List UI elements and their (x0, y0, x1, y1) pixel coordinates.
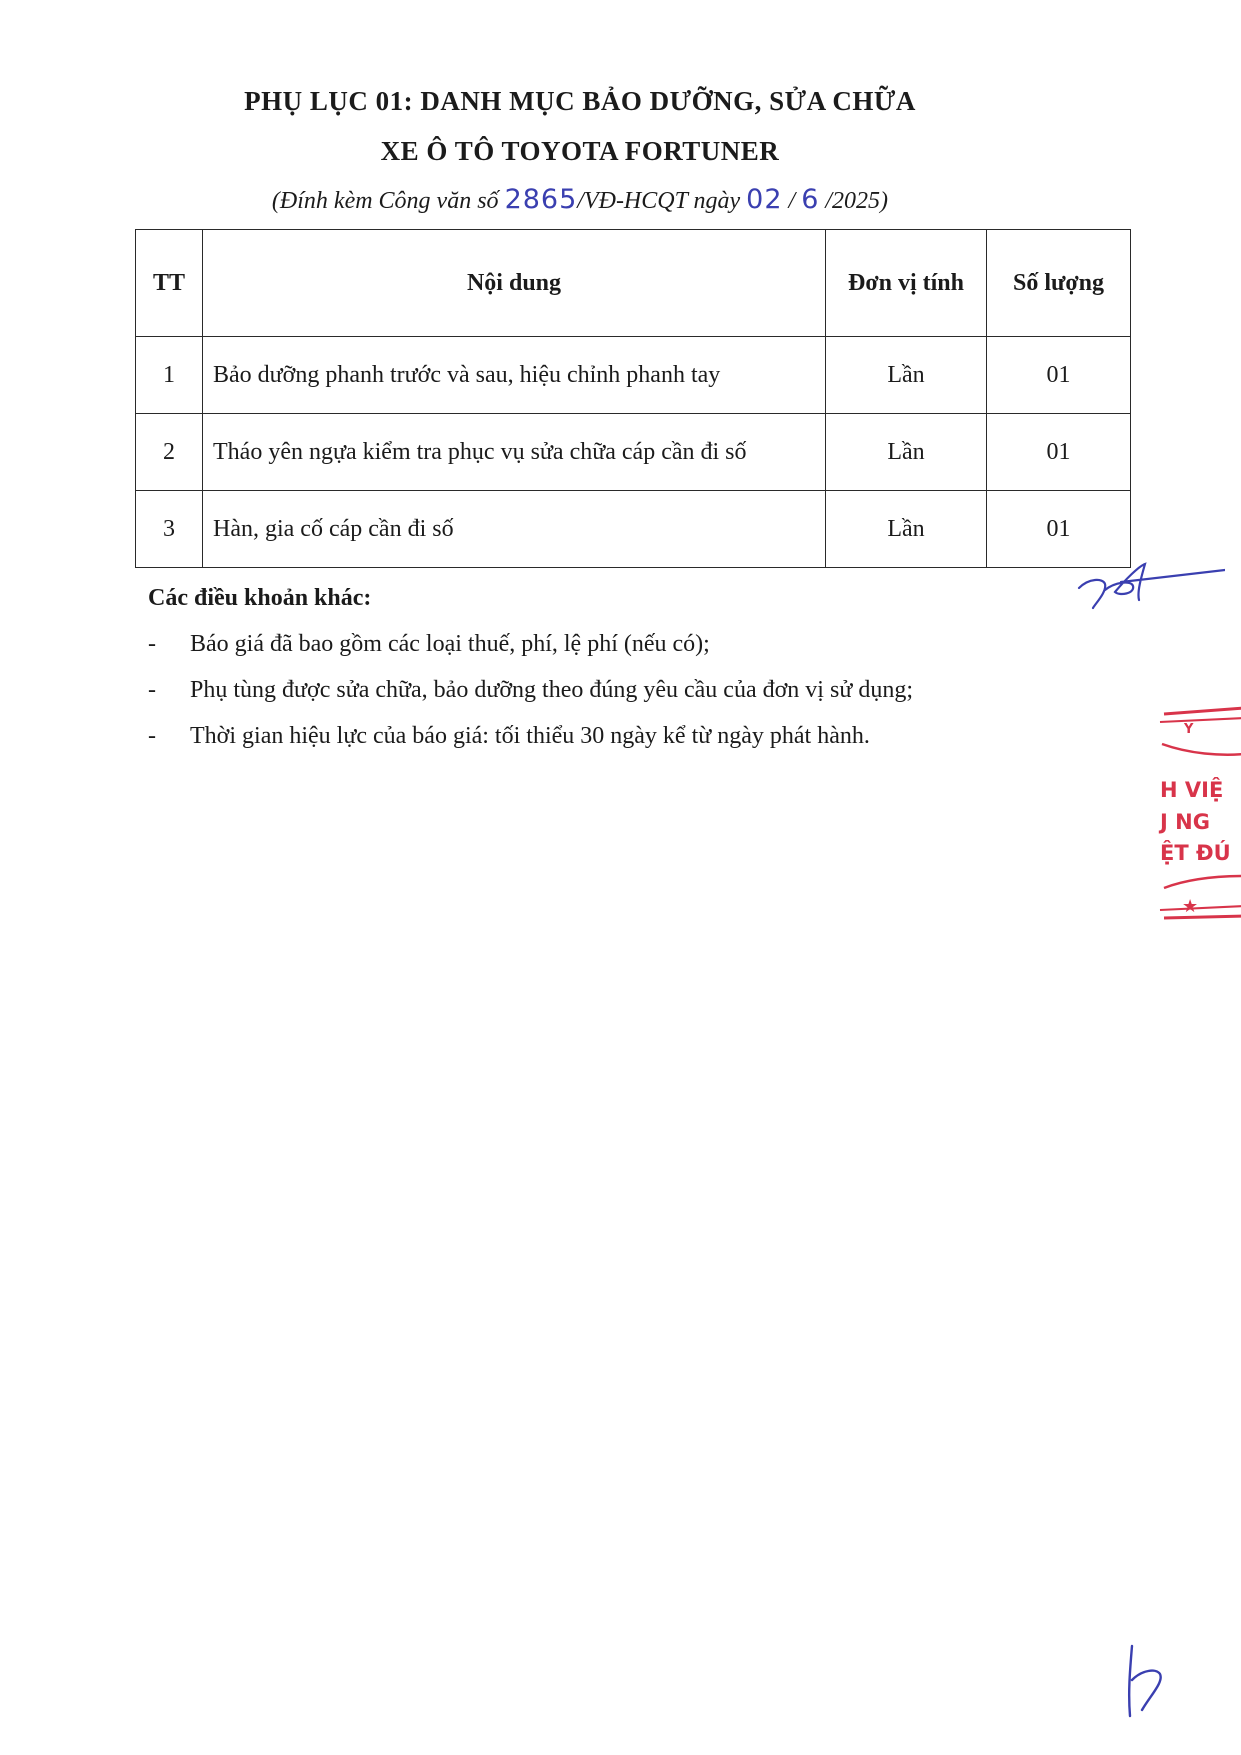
table-row (136, 491, 1131, 568)
clause-text: Thời gian hiệu lực của báo giá: tối thiểu 30 ngày kể từ ngày phát hành. (190, 723, 870, 749)
clause-bullet: - (148, 677, 156, 703)
handwritten-day: 02 (746, 184, 783, 215)
row-tt: 2 (136, 414, 203, 491)
row-quantity: 01 (987, 414, 1131, 491)
row-quantity: 01 (987, 491, 1131, 568)
row-content: Bảo dưỡng phanh trước và sau, hiệu chỉnh phanh tay (203, 337, 826, 414)
row-content: Tháo yên ngựa kiểm tra phục vụ sửa chữa cáp cần đi số (203, 414, 826, 491)
table-header-row (136, 230, 1131, 337)
subtitle-separator: / (782, 188, 802, 214)
clause-item (148, 723, 870, 750)
table-row (136, 414, 1131, 491)
subtitle-prefix: (Đính kèm Công văn số (271, 188, 505, 214)
row-content: Hàn, gia cố cáp cần đi số (203, 491, 826, 568)
stamp-text-line: ỆT ĐÚ (1160, 841, 1231, 865)
stamp-text-line: H VIỆ (1160, 778, 1224, 802)
header-tt: TT (136, 230, 203, 337)
row-unit: Lần (826, 491, 987, 568)
star-icon: ★ (1182, 896, 1199, 917)
maintenance-items-table (135, 229, 1131, 568)
header-unit: Đơn vị tính (826, 230, 987, 337)
clause-bullet: - (148, 631, 156, 657)
clause-text: Báo giá đã bao gồm các loại thuế, phí, lệ phí (nếu có); (190, 631, 710, 657)
stamp-top-mark: Y (1184, 722, 1194, 737)
row-tt: 3 (136, 491, 203, 568)
row-unit: Lần (826, 337, 987, 414)
subtitle-middle: /VĐ-HCQT ngày (577, 188, 747, 214)
row-quantity: 01 (987, 337, 1131, 414)
subtitle-suffix: /2025) (819, 188, 889, 214)
clause-item (148, 631, 710, 658)
row-unit: Lần (826, 414, 987, 491)
document-title-line2: XE Ô TÔ TOYOTA FORTUNER (380, 136, 780, 166)
clause-bullet: - (148, 723, 156, 749)
clause-text: Phụ tùng được sửa chữa, bảo dưỡng theo đúng yêu cầu của đơn vị sử dụng; (190, 677, 913, 703)
document-title-line1: PHỤ LỤC 01: DANH MỤC BẢO DƯỠNG, SỬA CHỮA (244, 86, 916, 116)
page-initial-mark (1120, 1640, 1170, 1720)
handwritten-month: 6 (801, 184, 820, 215)
official-stamp (1150, 700, 1241, 930)
header-quantity: Số lượng (987, 230, 1131, 337)
handwritten-document-number: 2865 (504, 184, 578, 215)
stamp-text-line: J NG (1160, 810, 1210, 834)
clauses-heading: Các điều khoản khác: (148, 585, 372, 611)
signature-mark (1075, 560, 1225, 620)
header-content: Nội dung (203, 230, 826, 337)
row-tt: 1 (136, 337, 203, 414)
clause-item (148, 677, 913, 704)
document-subtitle (0, 184, 1160, 215)
table-row (136, 337, 1131, 414)
